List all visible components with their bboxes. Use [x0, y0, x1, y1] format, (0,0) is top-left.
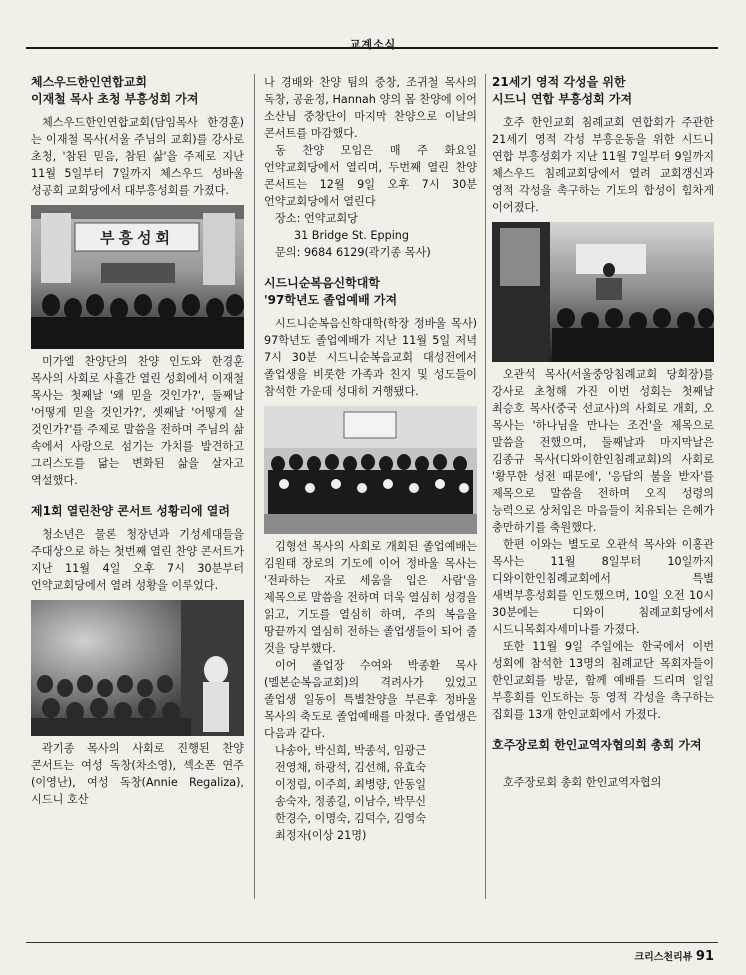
headline-line: 시드니 연합 부흥성회 가져 [492, 92, 633, 106]
headline-line: 이재철 목사 초청 부흥성회 가져 [31, 92, 199, 106]
header-rule [26, 47, 718, 49]
column-2 [264, 74, 477, 844]
contact-info: 문의: 9684 6129(곽기종 목사) [275, 246, 431, 259]
graduate-list-line: 송숙자, 정종길, 이남수, 박무신 [275, 795, 427, 808]
article-body: 시드니순복음신학대학(학장 정바울 목사) 97학년도 졸업예배가 지난 11월 5일 저녁 7시 30분 시드니순복음교회 대성전에서 졸업생을 비롯한 가족과 친지 및 성도들이 참석한 가운데 성대히 거행됐다. [264, 317, 477, 398]
publication-name: 크리스천리뷰 [634, 952, 693, 963]
article-body: 한편 이와는 별도로 오관석 목사와 이홍관 목사는 11월 8일부터 10일까지 디와이한인침례교회에서 특별 새벽부흥성회를 인도했으며, 10일 오전 10시 30분에는 디와이 침례교회당에서 시드니목회자세미나를 가졌다. [492, 538, 714, 636]
graduate-list [264, 742, 477, 844]
article-body: 동 찬양 모임은 매 주 화요일 언약교회당에서 열리며, 두번째 열린 찬양 콘서트는 12월 9일 오후 7시 30분 언약교회당에서 열린다 [264, 144, 477, 208]
section-title: 교계소식 [349, 38, 397, 51]
page-number: 91 [695, 949, 714, 964]
photo-caption: 오관석 목사(서울중앙침례교회 당회장)를 강사로 초청해 가진 이번 성회는 첫째날 최승호 목사(중국 선교사)의 사회로 개회, 오 목사는 '하나님을 만나는 조건'을 제목으로 말씀을 전했으며, 둘째날과 마지막날은 김종규 목사(디와이한인침례교회)의 사회로 '황무한 성전 때문에', '응답의 불을 받자'를 제목으로 말씀을 전하며 오직 성령의 능력으로 상처입은 마음들이 치유되는 은혜가 충만하기를 축원했다. [492, 368, 714, 534]
headline-line: 시드니순복음신학대학 [264, 276, 380, 290]
article-body-continued: 나 경배와 찬양 팀의 중창, 조귀철 목사의 독창, 공윤정, Hannah 양의 몸 찬양에 이어 소산님 중창단이 마지막 찬양으로 이날의 콘서트를 마감했다. [264, 76, 477, 140]
article-headline [492, 74, 714, 108]
article-body: 호주 한인교회 침례교회 연합회가 주관한 21세기 영적 각성 부흥운동을 위한 시드니 연합 부흥성회가 지난 11월 7일부터 9일까지 체스우드 침례교회당에서 열려 교회갱신과 영적 각성을 촉구하는 기도의 합성이 힘차게 이어졌다. [492, 116, 714, 214]
article-body: 호주장로회 총회 한인교역자협의 [503, 776, 662, 789]
concert-photo-image [31, 600, 244, 736]
column-1 [31, 74, 244, 808]
column-3 [492, 74, 714, 791]
article-body: 청소년은 물론 청장년과 기성세대들을 주대상으로 하는 첫번째 열린 찬양 콘서트가 지난 11월 4일 오후 7시 30분부터 언약교회당에서 열려 성황을 이루었다. [31, 528, 244, 592]
article-body: 체스우드한인연합교회(담임목사 한경훈)는 이재철 목사(서울 주님의 교회)를 강사로 초청, '참된 믿음, 참된 삶'을 주제로 지난 11월 5일부터 7일까지 체스우드 성바울 성공회 교회당에서 대부흥성회를 가졌다. [31, 116, 244, 197]
united-revival-photo [492, 222, 714, 362]
article-body: 이어 졸업장 수여와 박종환 목사(멜본순복음교회)의 격려사가 있었고 졸업생 일동이 특별찬양을 부른후 정바울 목사의 축도로 졸업예배를 마쳤다. 졸업생은 다음과 같다. [264, 659, 477, 740]
graduate-list-line: 전영채, 하광석, 김선해, 유효숙 [275, 761, 427, 774]
graduate-list-line: 이정림, 이주희, 최병량, 안동일 [275, 778, 427, 791]
graduation-photo [264, 406, 477, 534]
column-divider [485, 74, 486, 899]
headline-line: 21세기 영적 각성을 위한 [492, 75, 626, 89]
article-headline: 호주장로회 한인교역자협의회 총회 가져 [492, 738, 702, 752]
concert-photo [31, 600, 244, 736]
page-footer [634, 948, 714, 964]
photo-banner-text: 부흥성회 [100, 229, 174, 247]
footer-rule [26, 942, 718, 943]
graduate-list-line: 최정자(이상 21명) [275, 829, 367, 842]
article-body: 또한 11월 9일 주일에는 한국에서 이번 성회에 참석한 13명의 침례교단 목회자들이 한인교회를 방문, 함께 예배를 드리며 일일 부흥회를 인도하는 등 영적 각성을 촉구하는 집회를 13개 한인교회에서 가졌다. [492, 640, 714, 721]
headline-line: 체스우드한인연합교회 [31, 75, 147, 89]
article-headline [31, 74, 244, 108]
headline-line: '97학년도 졸업예배 가져 [264, 293, 398, 307]
graduation-photo-image [264, 406, 477, 534]
column-divider [254, 74, 255, 899]
united-revival-photo-image [492, 222, 714, 362]
article-headline: 제1회 열린찬양 콘서트 성황리에 열려 [31, 504, 230, 518]
article-headline [264, 275, 477, 309]
revival-meeting-photo [31, 205, 244, 349]
photo-caption: 곽기종 목사의 사회로 진행된 찬양 콘서트는 여성 독창(차소영), 섹소폰 연주(이영난), 여성 독창(Annie Regaliza), 시드니 호산 [31, 742, 244, 806]
graduate-list-line: 한경수, 이명숙, 김덕수, 김영숙 [275, 812, 427, 825]
venue-label: 장소: 언약교회당 [275, 212, 358, 225]
photo-caption: 미가엘 찬양단의 찬양 인도와 한경훈 목사의 사회로 사흘간 열린 성회에서 이재철 목사는 첫째날 '왜 믿을 것인가?', 둘째날 '어떻게 믿을 것인가?', 셋째날 '어떻게 살 것인가?'를 주제로 말씀을 전하며 주님의 삶 속에서 사랑으로 섬기는 가치를 발견하고 그리스도를 닮는 변화된 삶을 살자고 역설했다. [31, 355, 244, 487]
venue-address: 31 Bridge St. Epping [294, 229, 409, 242]
photo-caption: 김형선 목사의 사회로 개회된 졸업예배는 김원태 장로의 기도에 이어 정바울 목사는 '전파하는 자로 세움을 입은 사람'을 제목으로 말씀을 전하며 더욱 열심히 성경을 읽고, 기도를 열심히 하며, 주의 복음을 땅끝까지 열심히 전하는 졸업생들이 되어 줄 것을 당부했다. [264, 540, 477, 655]
graduate-list-line: 나송아, 박신희, 박종석, 임광근 [275, 744, 427, 757]
